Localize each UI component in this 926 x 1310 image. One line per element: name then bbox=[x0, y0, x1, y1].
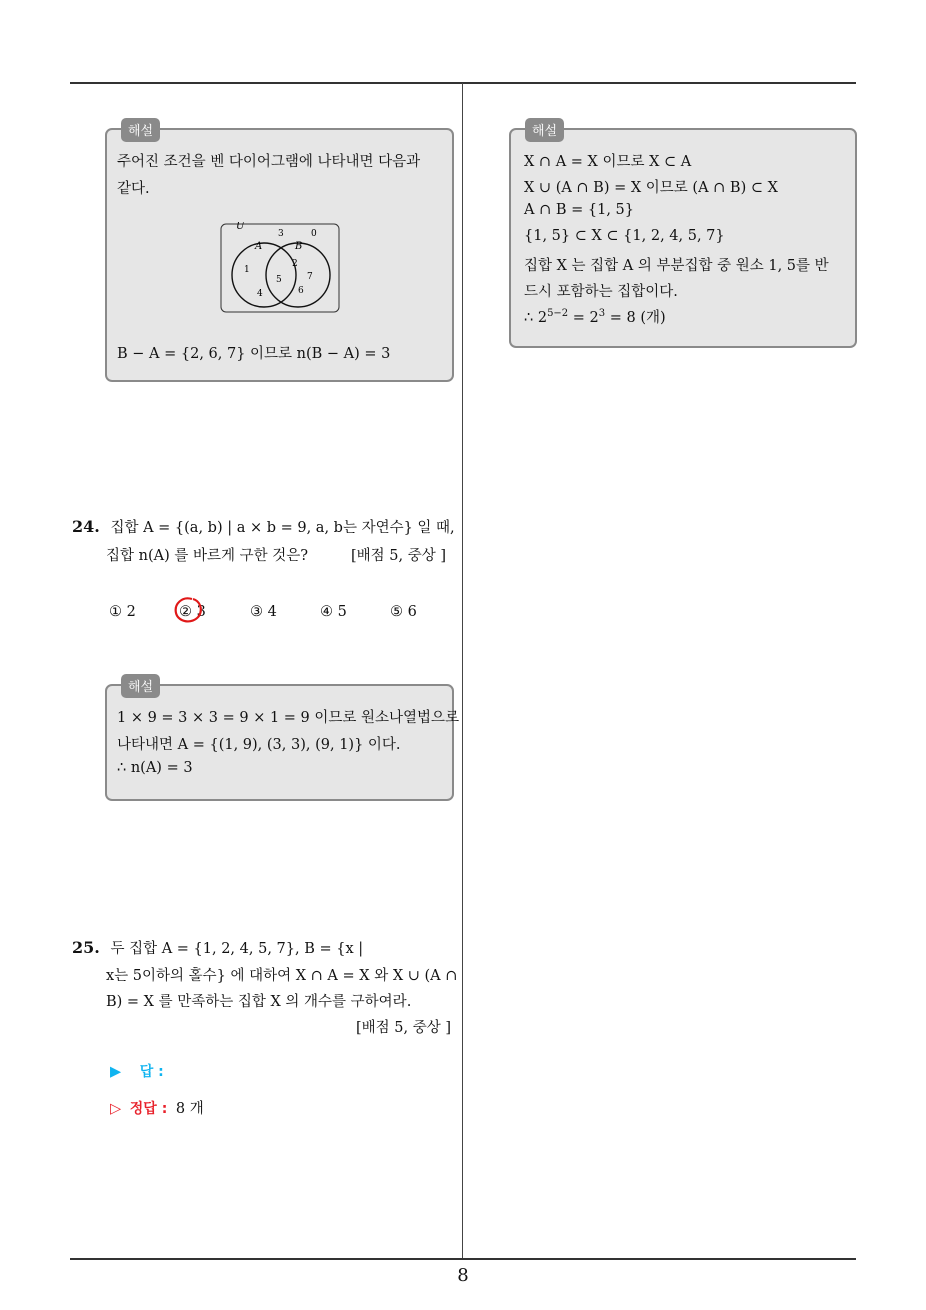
answer-row bbox=[110, 1061, 164, 1081]
correct-answer-value: 8 개 bbox=[175, 1101, 204, 1117]
universal-set-label: U bbox=[236, 222, 245, 232]
solution-box-3 bbox=[509, 124, 857, 348]
header-rule bbox=[70, 82, 856, 84]
solution-3-exponent-2: 3 bbox=[598, 308, 606, 320]
venn-element-1: 1 bbox=[244, 265, 250, 275]
correct-answer-label: 정답 : bbox=[129, 1101, 168, 1117]
choice-2[interactable]: ② 3 bbox=[179, 604, 206, 620]
solution-3-line-5: 집합 X 는 집합 A 의 부분집합 중 원소 1, 5를 반 bbox=[524, 258, 829, 274]
question-25-line-1 bbox=[72, 937, 363, 958]
question-24-line-1 bbox=[72, 516, 455, 537]
question-24-score: [배점 5, 중상 ] bbox=[351, 548, 447, 564]
solution-3-line-7 bbox=[524, 306, 666, 327]
choice-1[interactable]: ① 2 bbox=[109, 604, 136, 620]
column-divider bbox=[462, 83, 463, 1260]
venn-diagram bbox=[219, 222, 341, 314]
solution-3-line-3: A ∩ B = {1, 5} bbox=[524, 202, 634, 218]
venn-element-2: 2 bbox=[292, 259, 298, 269]
solution-2-line-1: 1 × 9 = 3 × 3 = 9 × 1 = 9 이므로 원소나열법으로 bbox=[117, 710, 460, 726]
solution-3-line-2: X ∪ (A ∩ B) = X 이므로 (A ∩ B) ⊂ X bbox=[524, 180, 778, 196]
question-24-text-1: 집합 A = {(a, b) | a × b = 9, a, b는 자연수} 일 때, bbox=[110, 520, 455, 536]
question-24-line-2: 집합 n(A) 를 바르게 구한 것은? bbox=[106, 548, 309, 564]
choice-3[interactable]: ③ 4 bbox=[250, 604, 277, 620]
venn-element-5: 5 bbox=[276, 275, 282, 285]
solution-1-result: B − A = {2, 6, 7} 이므로 n(B − A) = 3 bbox=[117, 346, 391, 362]
solution-3-line-4: {1, 5} ⊂ X ⊂ {1, 2, 4, 5, 7} bbox=[524, 228, 725, 244]
set-b-label: B bbox=[295, 241, 303, 252]
footer-rule bbox=[70, 1258, 856, 1260]
question-25-line-3: B) = X 를 만족하는 집합 X 의 개수를 구하여라. bbox=[106, 994, 412, 1010]
solution-box-1 bbox=[105, 124, 454, 382]
choice-4[interactable]: ④ 5 bbox=[320, 604, 347, 620]
question-25-text-1: 두 집합 A = {1, 2, 4, 5, 7}, B = {x | bbox=[110, 941, 364, 957]
solution-3-line-7-prefix: ∴ 2 bbox=[524, 310, 548, 326]
solution-box-2 bbox=[105, 680, 460, 801]
set-a-circle bbox=[232, 243, 296, 307]
venn-element-0: 0 bbox=[311, 229, 317, 239]
solution-1-line-1: 주어진 조건을 벤 다이어그램에 나타내면 다음과 bbox=[117, 154, 421, 170]
choice-5[interactable]: ⑤ 6 bbox=[390, 604, 417, 620]
solution-1-line-2: 같다. bbox=[117, 181, 150, 197]
solution-tag: 해설 bbox=[121, 674, 160, 698]
answer-label: 답 : bbox=[139, 1064, 164, 1080]
question-25-score: [배점 5, 중상 ] bbox=[356, 1020, 452, 1036]
correct-answer-row bbox=[110, 1097, 204, 1118]
solution-2-line-2: 나타내면 A = {(1, 9), (3, 3), (9, 1)} 이다. bbox=[117, 737, 401, 753]
question-24-number: 24. bbox=[72, 517, 100, 536]
set-a-label: A bbox=[255, 241, 263, 252]
solution-3-line-7-mid: = 2 bbox=[568, 310, 599, 326]
question-25-number: 25. bbox=[72, 938, 100, 957]
solution-2-line-3: ∴ n(A) = 3 bbox=[117, 760, 193, 776]
answer-mark-circle bbox=[172, 596, 204, 626]
solution-tag: 해설 bbox=[525, 118, 564, 142]
answer-arrow-icon: ▶ bbox=[110, 1064, 122, 1080]
solution-3-exponent-1: 5−2 bbox=[547, 308, 569, 320]
question-25-line-2: x는 5이하의 홀수} 에 대하여 X ∩ A = X 와 X ∪ (A ∩ bbox=[106, 968, 458, 984]
page-number: 8 bbox=[457, 1265, 469, 1286]
venn-element-3: 3 bbox=[278, 229, 284, 239]
solution-3-line-6: 드시 포함하는 집합이다. bbox=[524, 284, 678, 300]
solution-3-line-1: X ∩ A = X 이므로 X ⊂ A bbox=[524, 154, 692, 170]
venn-element-6: 6 bbox=[298, 286, 304, 296]
solution-tag: 해설 bbox=[121, 118, 160, 142]
venn-element-4: 4 bbox=[257, 289, 263, 299]
venn-element-7: 7 bbox=[307, 272, 313, 282]
correct-arrow-icon: ▷ bbox=[110, 1101, 122, 1117]
solution-3-line-7-suffix: = 8 (개) bbox=[605, 310, 666, 326]
